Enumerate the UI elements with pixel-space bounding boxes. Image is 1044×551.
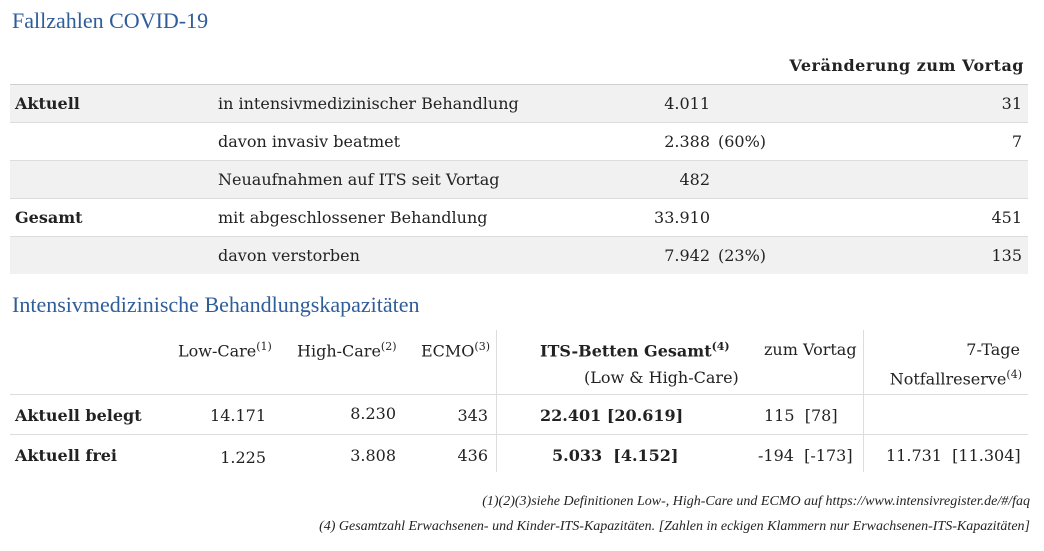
row-label: Aktuell	[15, 94, 80, 113]
row-change: 31	[1001, 94, 1022, 113]
row-value: 2.388	[664, 132, 710, 151]
cell-high-care: 3.808	[350, 446, 396, 465]
section-title-fallzahlen: Fallzahlen COVID-19	[12, 8, 209, 33]
header-its-subtitle: (Low & High-Care)	[584, 368, 739, 387]
cell-high-care: 8.230	[350, 404, 396, 423]
header-high-care: High-Care$^{(2)}$	[297, 340, 397, 361]
cell-vortag: 115 [78]	[764, 406, 838, 425]
row-change: 451	[991, 208, 1022, 227]
header-reserve-line1: 7-Tage	[966, 340, 1020, 359]
row-description: davon verstorben	[218, 246, 360, 265]
row-value: 7.942	[664, 246, 710, 265]
cell-its-total: 22.401 [20.619]	[540, 406, 684, 425]
cell-ecmo: 343	[457, 406, 488, 425]
row-value: 4.011	[664, 94, 710, 113]
cell-ecmo: 436	[457, 446, 488, 465]
table-row	[10, 160, 1028, 198]
row-percent: (60%)	[718, 132, 767, 151]
cell-low-care: 14.171	[210, 406, 266, 425]
footnote-totals: (4) Gesamtzahl Erwachsenen- und Kinder-ITS-Kapazitäten. [Zahlen in eckigen Klammern nur Erwachsenen-ITS-Kapazitäten]	[319, 519, 1030, 534]
column-divider	[863, 330, 864, 472]
table-row	[10, 122, 1028, 160]
row-percent: (23%)	[718, 246, 767, 265]
header-low-care: Low-Care$^{(1)}$	[178, 340, 272, 361]
row-divider	[10, 394, 1028, 395]
header-its-total: ITS-Betten Gesamt$^{(4)}$	[540, 340, 730, 361]
cell-vortag: -194 [-173]	[758, 446, 853, 465]
table-row	[10, 236, 1028, 274]
table-row	[10, 84, 1028, 122]
header-reserve-line2: Notfallreserve$^{(4)}$	[889, 368, 1022, 389]
row-value: 482	[679, 170, 710, 189]
row-description: davon invasiv beatmet	[218, 132, 401, 151]
cell-low-care: 1.225	[220, 448, 266, 467]
cell-reserve: 11.731 [11.304]	[886, 446, 1021, 465]
footnote-definitions: (1)(2)(3)siehe Definitionen Low-, High-Care und ECMO auf https://www.intensivregister.de/#/faq	[482, 494, 1030, 509]
table-row	[10, 198, 1028, 236]
row-value: 33.910	[654, 208, 710, 227]
header-vortag: zum Vortag	[764, 340, 857, 359]
row-description: in intensivmedizinischer Behandlung	[218, 94, 519, 113]
row-label: Aktuell belegt	[15, 406, 142, 425]
header-ecmo: ECMO$^{(3)}$	[421, 340, 491, 361]
cell-its-total: 5.033 [4.152]	[552, 446, 679, 465]
column-divider	[496, 330, 497, 472]
row-label: Aktuell frei	[15, 446, 117, 465]
row-description: mit abgeschlossener Behandlung	[218, 208, 488, 227]
row-label: Gesamt	[15, 208, 83, 227]
change-column-header: Veränderung zum Vortag	[789, 56, 1024, 75]
section-title-kapazitaeten: Intensivmedizinische Behandlungskapazitäten	[12, 292, 420, 317]
kapazitaeten-table	[10, 330, 1028, 472]
row-change: 7	[1011, 132, 1022, 151]
row-divider	[10, 434, 1028, 435]
fallzahlen-table	[10, 84, 1028, 274]
row-description: Neuaufnahmen auf ITS seit Vortag	[218, 170, 500, 189]
row-change: 135	[991, 246, 1022, 265]
